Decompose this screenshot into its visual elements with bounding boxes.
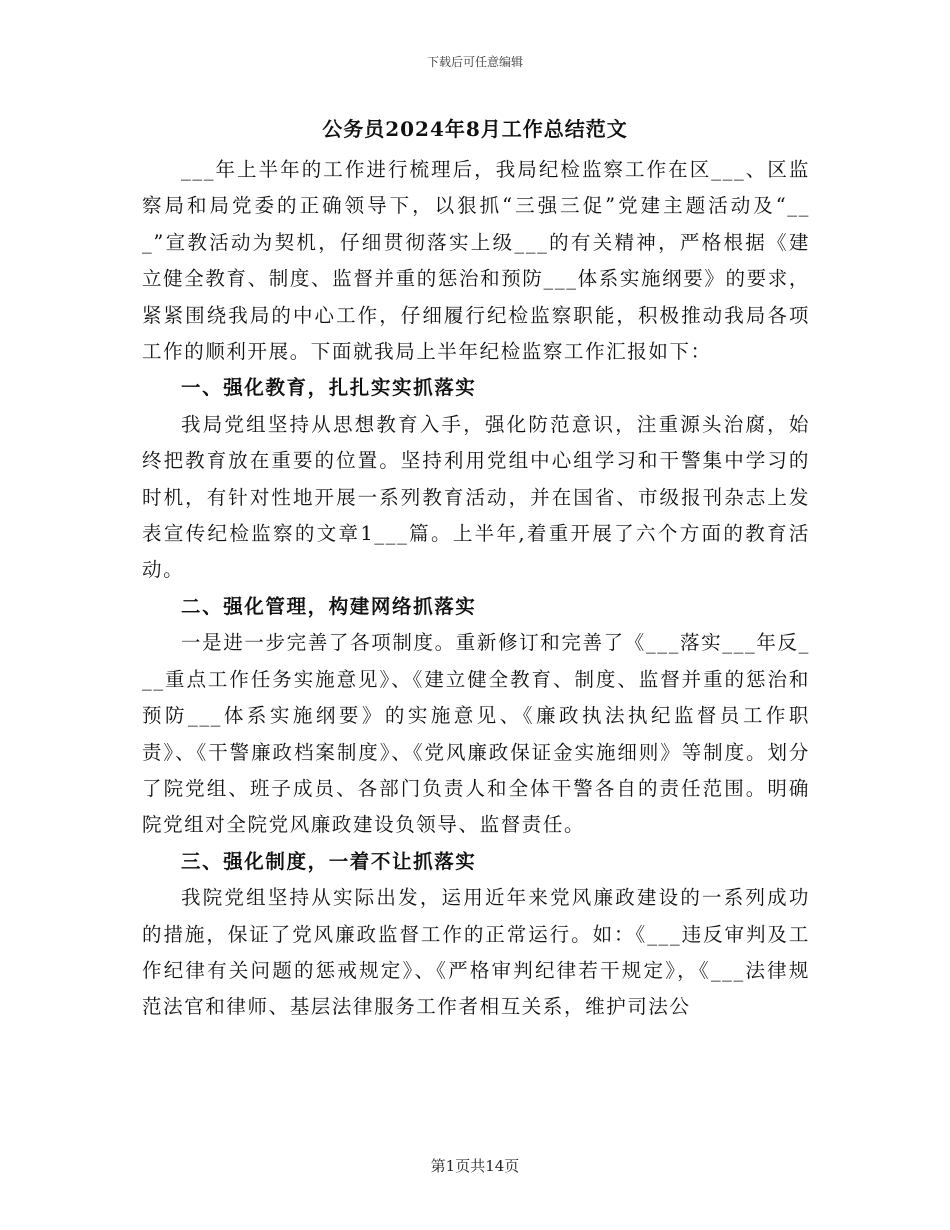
section-heading-2: 二、强化管理，构建网络抓落实 <box>181 594 477 618</box>
page-header: 下载后可任意编辑 <box>426 55 523 69</box>
document-body <box>142 152 810 1026</box>
section-body-1: 我局党组坚持从思想教育入手，强化防范意识，注重源头治腐，始终把教育放在重要的位置。坚持利用党组中心组学习和干警集中学习的时机，有针对性地开展一系列教育活动，并在国省、市级报刊杂志上发表宣传纪检监察的文章1___篇。上半年,着重开展了六个方面的教育活动。 <box>142 412 810 582</box>
intro-paragraph: ___年上半年的工作进行梳理后，我局纪检监察工作在区___、区监察局和局党委的正确领导下，以狠抓“三强三促”党建主题活动及“___”宣教活动为契机，仔细贯彻落实上级___的有关精神，严格根据《建立健全教育、制度、监督并重的惩治和预防___体系实施纲要》的要求，紧紧围绕我局的中心工作，仔细履行纪检监察职能，积极推动我局各项工作的顺利开展。下面就我局上半年纪检监察工作汇报如下： <box>142 158 810 364</box>
page-title: 公务员2024年8月工作总结范文 <box>322 117 628 141</box>
page-footer: 第1页共14页 <box>430 1157 520 1175</box>
section-body-3: 我院党组坚持从实际出发，运用近年来党风廉政建设的一系列成功的措施，保证了党风廉政监督工作的正常运行。如：《___违反审判及工作纪律有关问题的惩戒规定》、《严格审判纪律若干规定》，《___法律规范法官和律师、基层法律服务工作者相互关系，维护司法公 <box>142 886 810 1019</box>
section-body-2: 一是进一步完善了各项制度。重新修订和完善了《___落实___年反___重点工作任务实施意见》、《建立健全教育、制度、监督并重的惩治和预防___体系实施纲要》的实施意见、《廉政执法执纪监督员工作职责》、《干警廉政档案制度》、《党风廉政保证金实施细则》等制度。划分了院党组、班子成员、各部门负责人和全体干警各自的责任范围。明确院党组对全院党风廉政建设负领导、监督责任。 <box>142 631 810 837</box>
section-heading-1: 一、强化教育，扎扎实实抓落实 <box>181 376 477 400</box>
section-heading-3: 三、强化制度，一着不让抓落实 <box>181 849 477 873</box>
